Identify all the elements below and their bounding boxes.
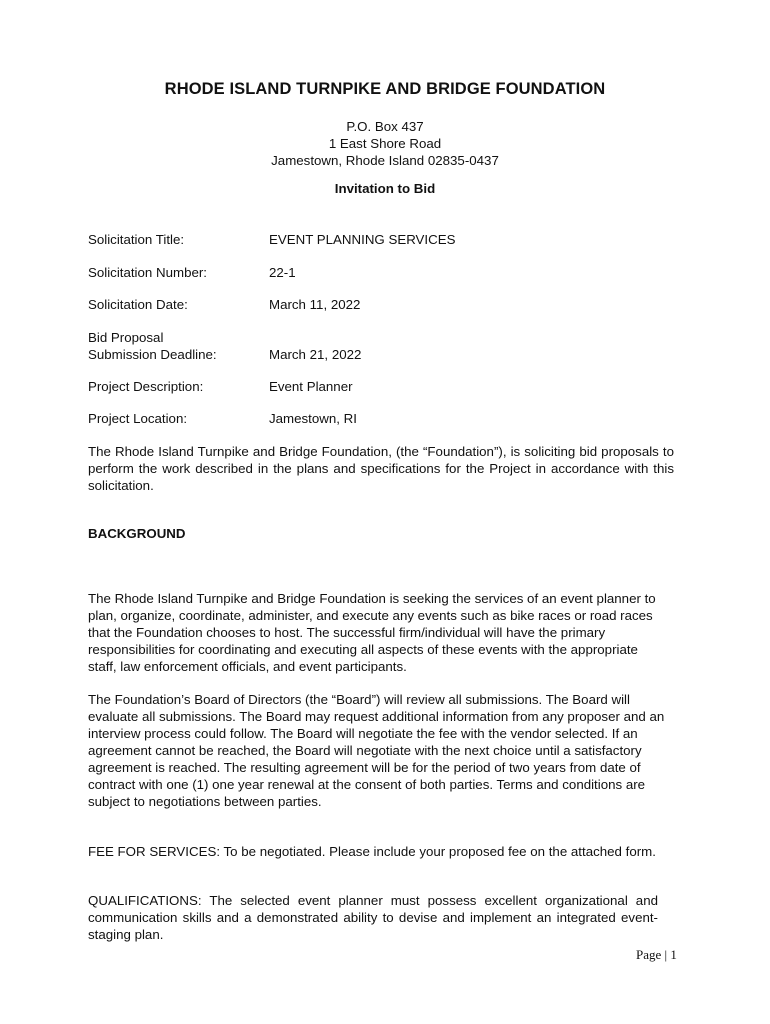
qualifications-paragraph: QUALIFICATIONS: The selected event planner must possess excellent organizational and communication skills and a demonstrated ability to devise and implement an integrated event-staging plan.	[88, 893, 658, 942]
fee-paragraph: FEE FOR SERVICES: To be negotiated. Please include your proposed fee on the attached form.	[88, 844, 656, 859]
detail-label	[88, 329, 268, 363]
background-paragraph-1: The Rhode Island Turnpike and Bridge Foundation is seeking the services of an event planner to plan, organize, coordinate, administer, and execute any events such as bike races or road races that the Foundation chooses to host. The successful firm/individual will have the primary responsibilities for coordinating and executing all aspects of these events with the appropriate staff, law enforcement officials, and event participants.	[88, 591, 656, 674]
detail-value: EVENT PLANNING SERVICES	[269, 232, 456, 247]
detail-value: March 21, 2022	[269, 347, 362, 362]
detail-label: Project Location:	[88, 411, 188, 426]
document-type: Invitation to Bid	[334, 181, 436, 196]
intro-paragraph: The Rhode Island Turnpike and Bridge Foundation, (the “Foundation”), is soliciting bid proposals to perform the work described in the plans and specifications for the Project in accordance with this solicitation.	[88, 444, 674, 493]
address-street: 1 East Shore Road	[328, 136, 442, 151]
page-number: Page | 1	[636, 947, 677, 962]
page-title: RHODE ISLAND TURNPIKE AND BRIDGE FOUNDATION	[164, 80, 606, 98]
detail-value: March 11, 2022	[269, 297, 361, 312]
detail-label: Solicitation Title:	[88, 232, 185, 247]
detail-value: Jamestown, RI	[269, 411, 357, 426]
detail-label-line2: Submission Deadline:	[88, 347, 217, 362]
address-city: Jamestown, Rhode Island 02835-0437	[271, 153, 499, 168]
detail-value: Event Planner	[269, 379, 353, 394]
background-heading: BACKGROUND	[88, 526, 186, 541]
detail-label: Project Description:	[88, 379, 204, 394]
address-po-box: P.O. Box 437	[346, 119, 424, 134]
detail-label-line1: Bid Proposal	[88, 330, 164, 345]
address-block	[0, 118, 770, 169]
detail-label: Solicitation Date:	[88, 297, 188, 312]
detail-value: 22-1	[269, 265, 296, 280]
detail-label: Solicitation Number:	[88, 265, 207, 280]
background-paragraph-2: The Foundation’s Board of Directors (the “Board”) will review all submissions. The Board will evaluate all submissions. The Board may request additional information from any proposer and an interview process could follow. The Board will negotiate the fee with the vendor selected. If an agreement cannot be reached, the Board will negotiate with the next choice until a satisfactory agreement is reached. The resulting agreement will be for the period of two years from date of contract with one (1) one year renewal at the consent of both parties. Terms and conditions are subject to negotiations between parties.	[88, 692, 665, 809]
